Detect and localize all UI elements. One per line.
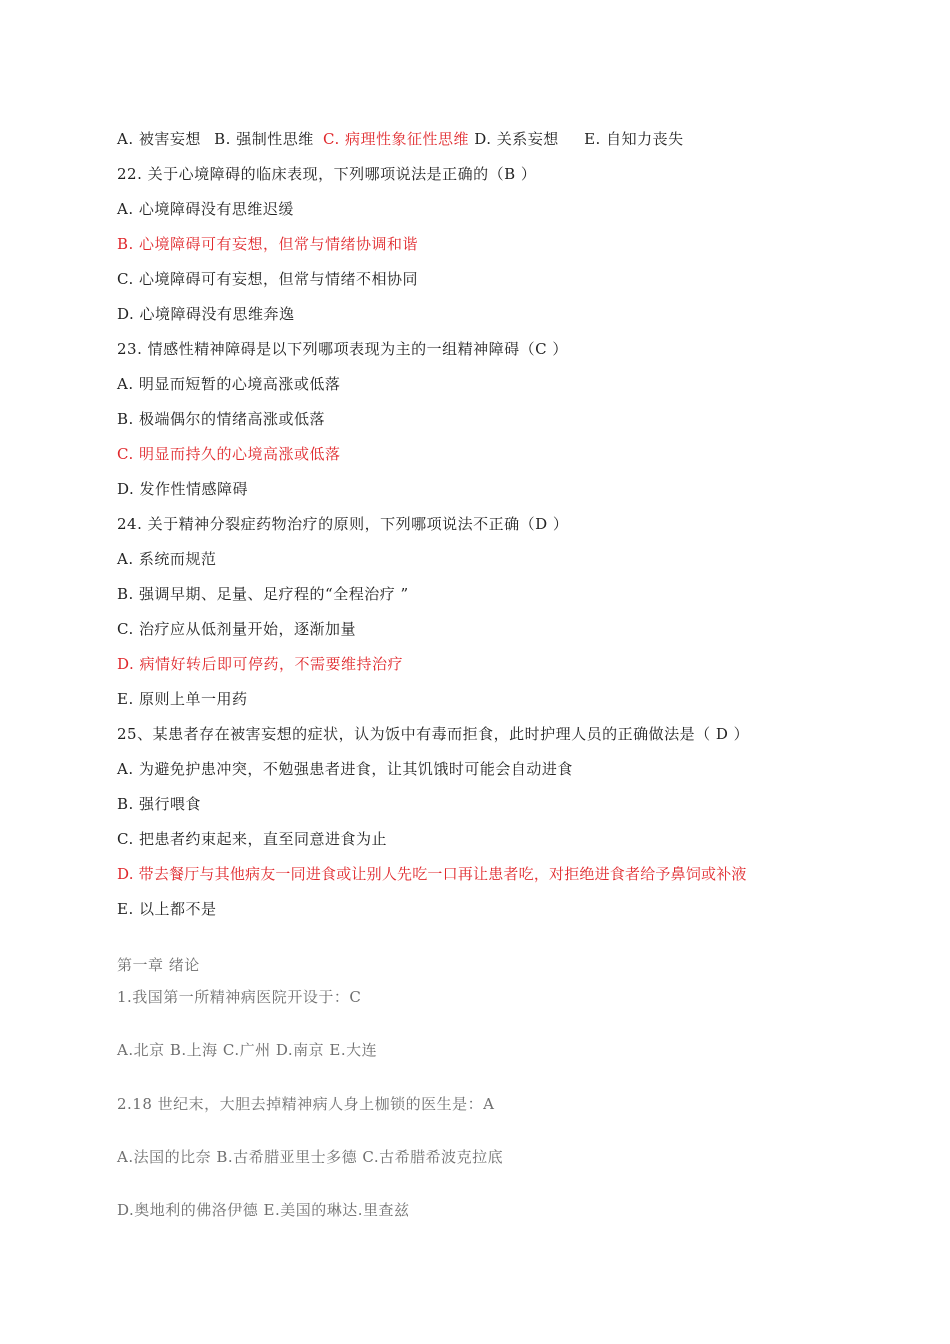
chapter-q2-stem: 2.18 世纪末，大胆去掉精神病人身上枷锁的医生是：A xyxy=(117,1095,495,1113)
q23-option-a: A. 明显而短暂的心境高涨或低落 xyxy=(117,375,341,393)
q22-option-a: A. 心境障碍没有思维迟缓 xyxy=(117,200,294,218)
q24-option-e: E. 原则上单一用药 xyxy=(117,690,248,708)
q22-stem: 22. 关于心境障碍的临床表现，下列哪项说法是正确的（B ） xyxy=(117,165,537,183)
q21-option-b: B. 强制性思维 xyxy=(214,130,314,148)
q24-option-c: C. 治疗应从低剂量开始，逐渐加量 xyxy=(117,620,356,638)
q23-option-b: B. 极端偶尔的情绪高涨或低落 xyxy=(117,410,326,428)
chapter-q1-stem: 1.我国第一所精神病医院开设于：C xyxy=(117,988,362,1006)
q23-stem: 23. 情感性精神障碍是以下列哪项表现为主的一组精神障碍（C ） xyxy=(117,340,568,358)
q21-option-a: A. 被害妄想 xyxy=(117,130,201,148)
q23-option-d: D. 发作性情感障碍 xyxy=(117,480,249,498)
q21-option-d: D. 关系妄想 xyxy=(474,130,559,148)
q23-option-c-answer: C. 明显而持久的心境高涨或低落 xyxy=(117,445,341,463)
q24-option-b: B. 强调早期、足量、足疗程的“全程治疗 ” xyxy=(117,585,409,603)
q24-stem: 24. 关于精神分裂症药物治疗的原则，下列哪项说法不正确（D ） xyxy=(117,515,569,533)
q25-option-a: A. 为避免护患冲突，不勉强患者进食，让其饥饿时可能会自动进食 xyxy=(117,760,573,778)
q25-option-b: B. 强行喂食 xyxy=(117,795,202,813)
chapter-q1-options: A.北京 B.上海 C.广州 D.南京 E.大连 xyxy=(117,1041,378,1059)
q22-option-d: D. 心境障碍没有思维奔逸 xyxy=(117,305,295,323)
chapter-q2-options-line1: A.法国的比奈 B.古希腊亚里士多德 C.古希腊希波克拉底 xyxy=(117,1148,504,1166)
chapter-title: 第一章 绪论 xyxy=(117,956,200,974)
q21-option-e: E. 自知力丧失 xyxy=(584,130,684,148)
q24-option-d-answer: D. 病情好转后即可停药，不需要维持治疗 xyxy=(117,655,404,673)
q25-option-e: E. 以上都不是 xyxy=(117,900,217,918)
q25-option-c: C. 把患者约束起来，直至同意进食为止 xyxy=(117,830,387,848)
q22-option-b-answer: B. 心境障碍可有妄想，但常与情绪协调和谐 xyxy=(117,235,419,253)
q21-options-line xyxy=(117,129,684,149)
q21-option-c-answer: C. 病理性象征性思维 xyxy=(323,130,469,148)
q25-option-d-answer: D. 带去餐厅与其他病友一同进食或让别人先吃一口再让患者吃，对拒绝进食者给予鼻饲或补液 xyxy=(117,865,747,883)
q22-option-c: C. 心境障碍可有妄想，但常与情绪不相协同 xyxy=(117,270,418,288)
q24-option-a: A. 系统而规范 xyxy=(117,550,217,568)
chapter-q2-options-line2: D.奥地利的佛洛伊德 E.美国的琳达.里查兹 xyxy=(117,1201,410,1219)
q25-stem: 25、某患者存在被害妄想的症状，认为饭中有毒而拒食，此时护理人员的正确做法是（ D ） xyxy=(117,725,750,743)
